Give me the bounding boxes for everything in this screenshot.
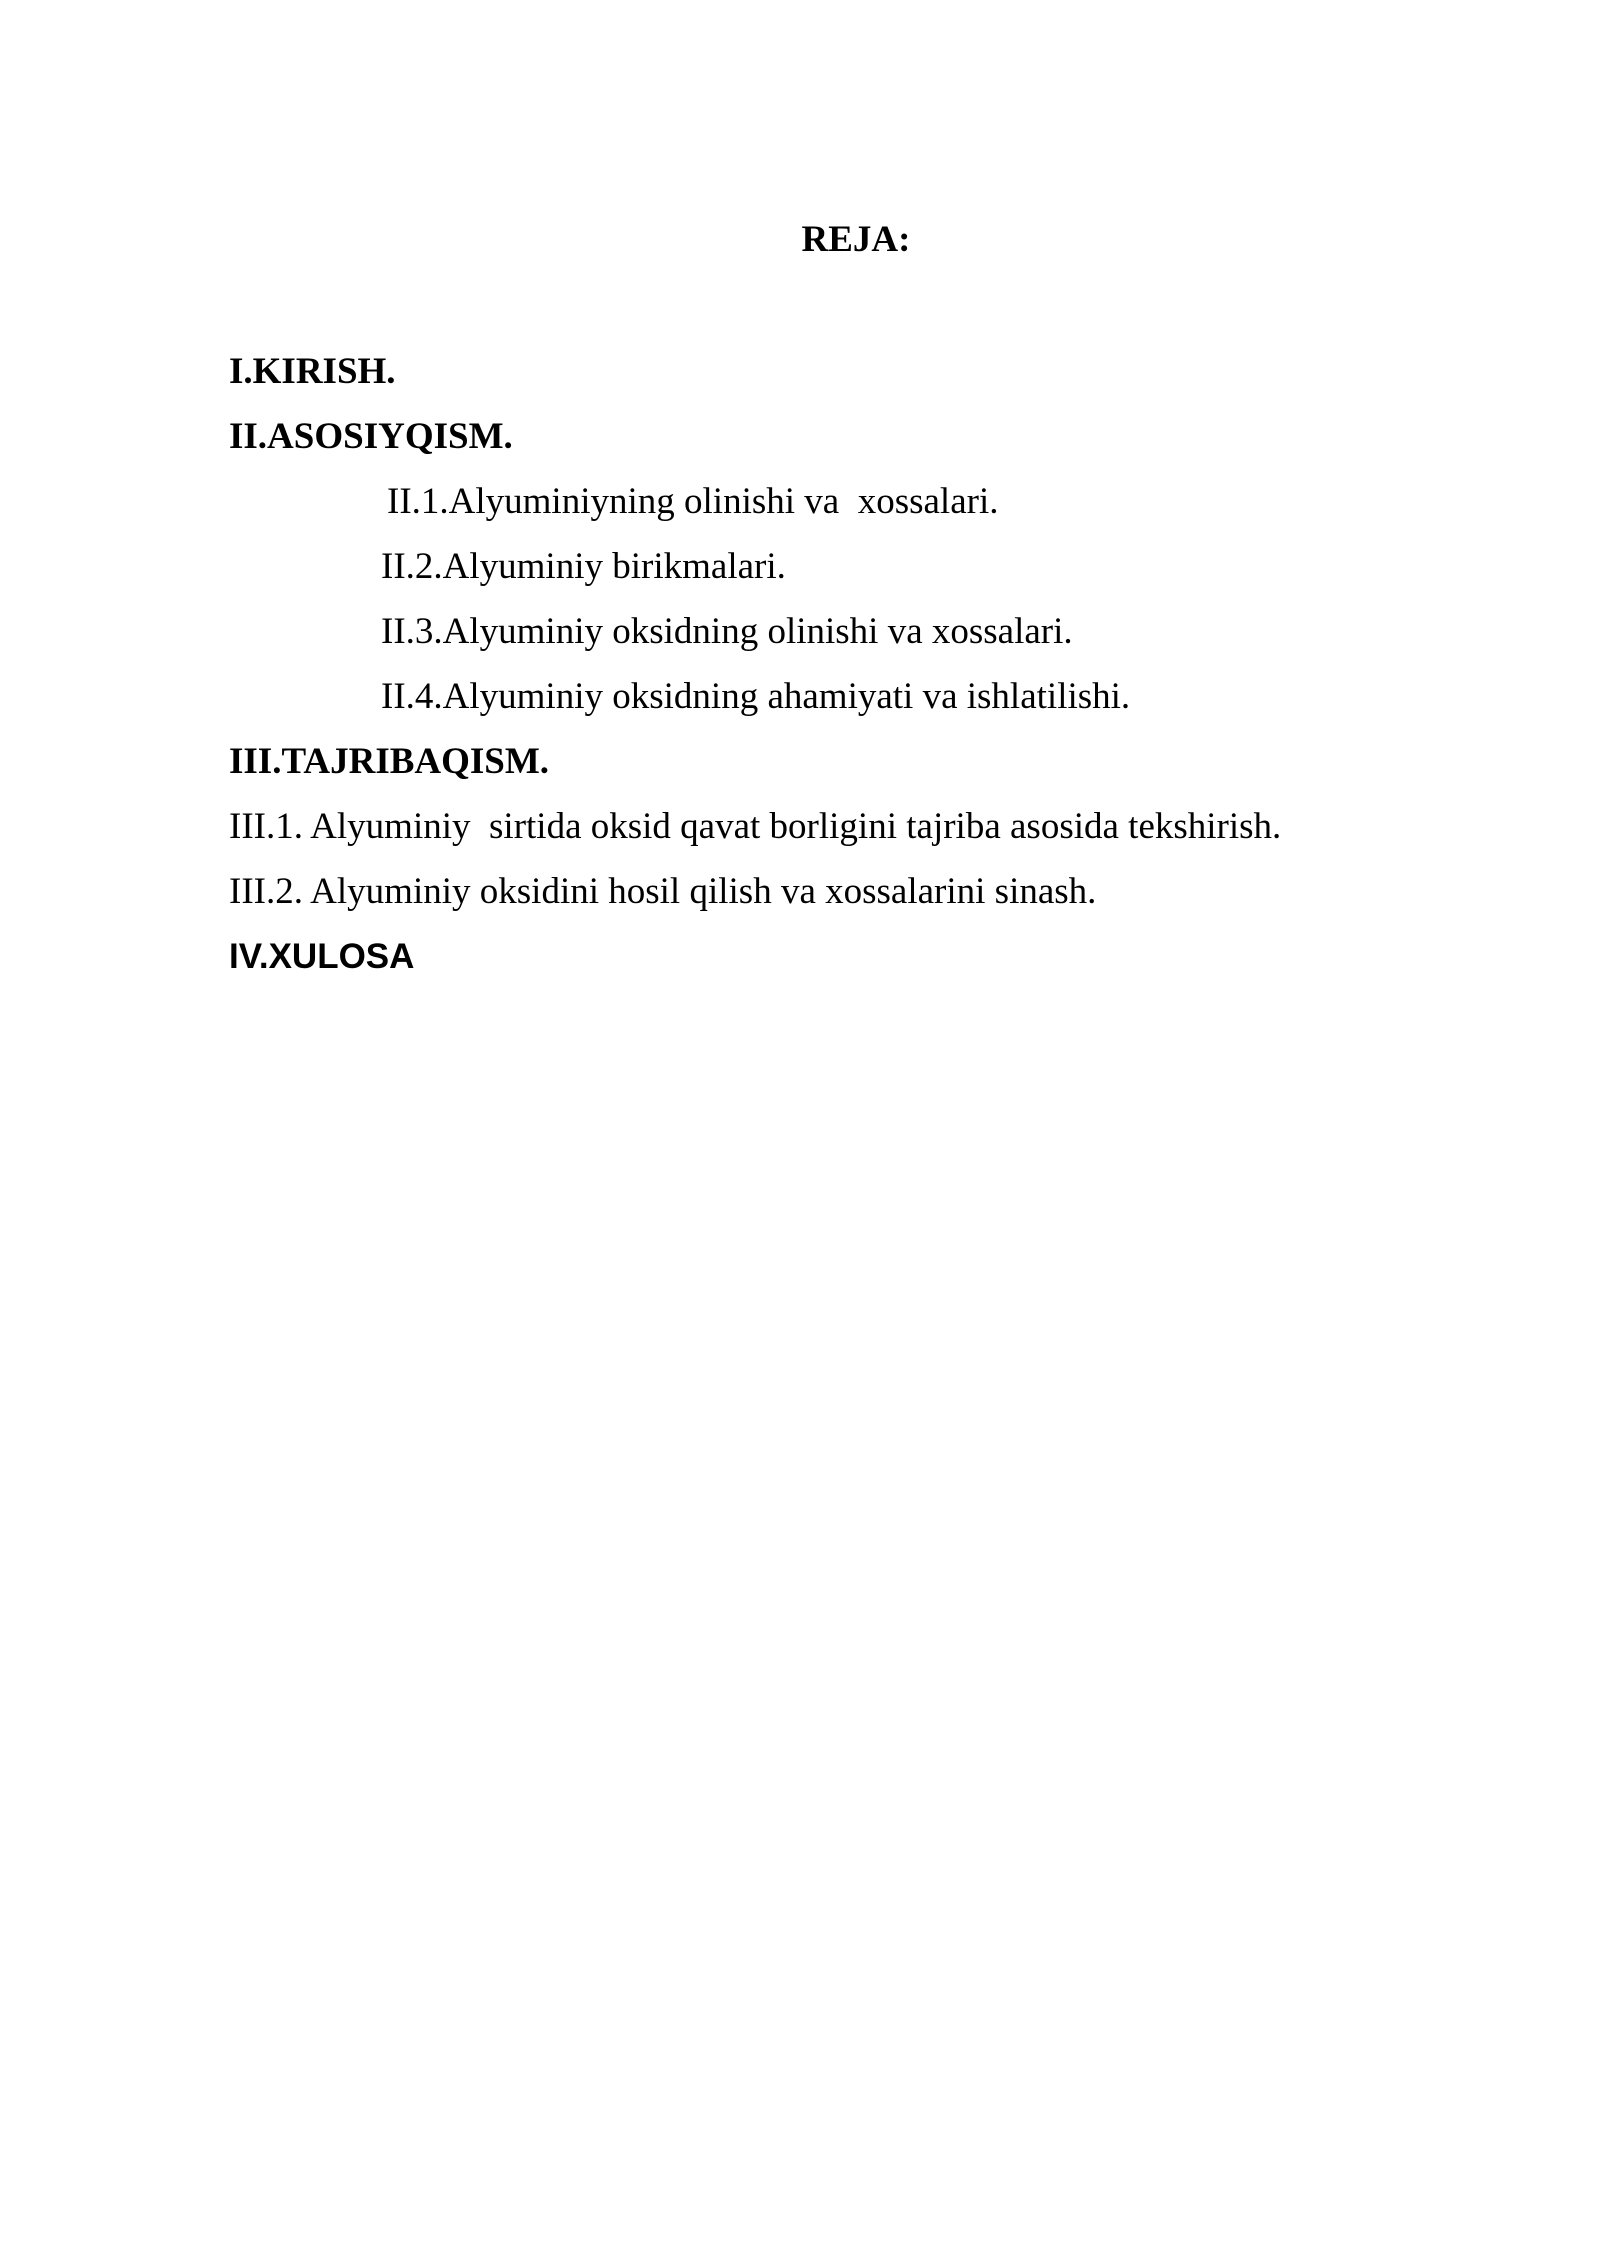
outline-item-3-1: III.1. Alyuminiy sirtida oksid qavat borligini tajriba asosida tekshirish. [229,806,1282,847]
outline-item-2-1: II.1.Alyuminiyning olinishi va xossalari. [387,481,999,522]
outline-item-2-4: II.4.Alyuminiy oksidning ahamiyati va ishlatilishi. [381,676,1131,717]
outline-heading-main-part: II.ASOSIYQISM. [229,416,513,457]
outline-item-2-3: II.3.Alyuminiy oksidning olinishi va xossalari. [381,611,1073,652]
page-title: REJA: [801,219,911,260]
outline-heading-introduction: I.KIRISH. [229,351,396,392]
outline-heading-conclusion: IV.XULOSA [229,937,415,976]
outline-item-3-2: III.2. Alyuminiy oksidini hosil qilish va xossalarini sinash. [229,871,1097,912]
outline-item-2-2: II.2.Alyuminiy birikmalari. [381,546,786,587]
outline-heading-experimental-part: III.TAJRIBAQISM. [229,741,550,782]
